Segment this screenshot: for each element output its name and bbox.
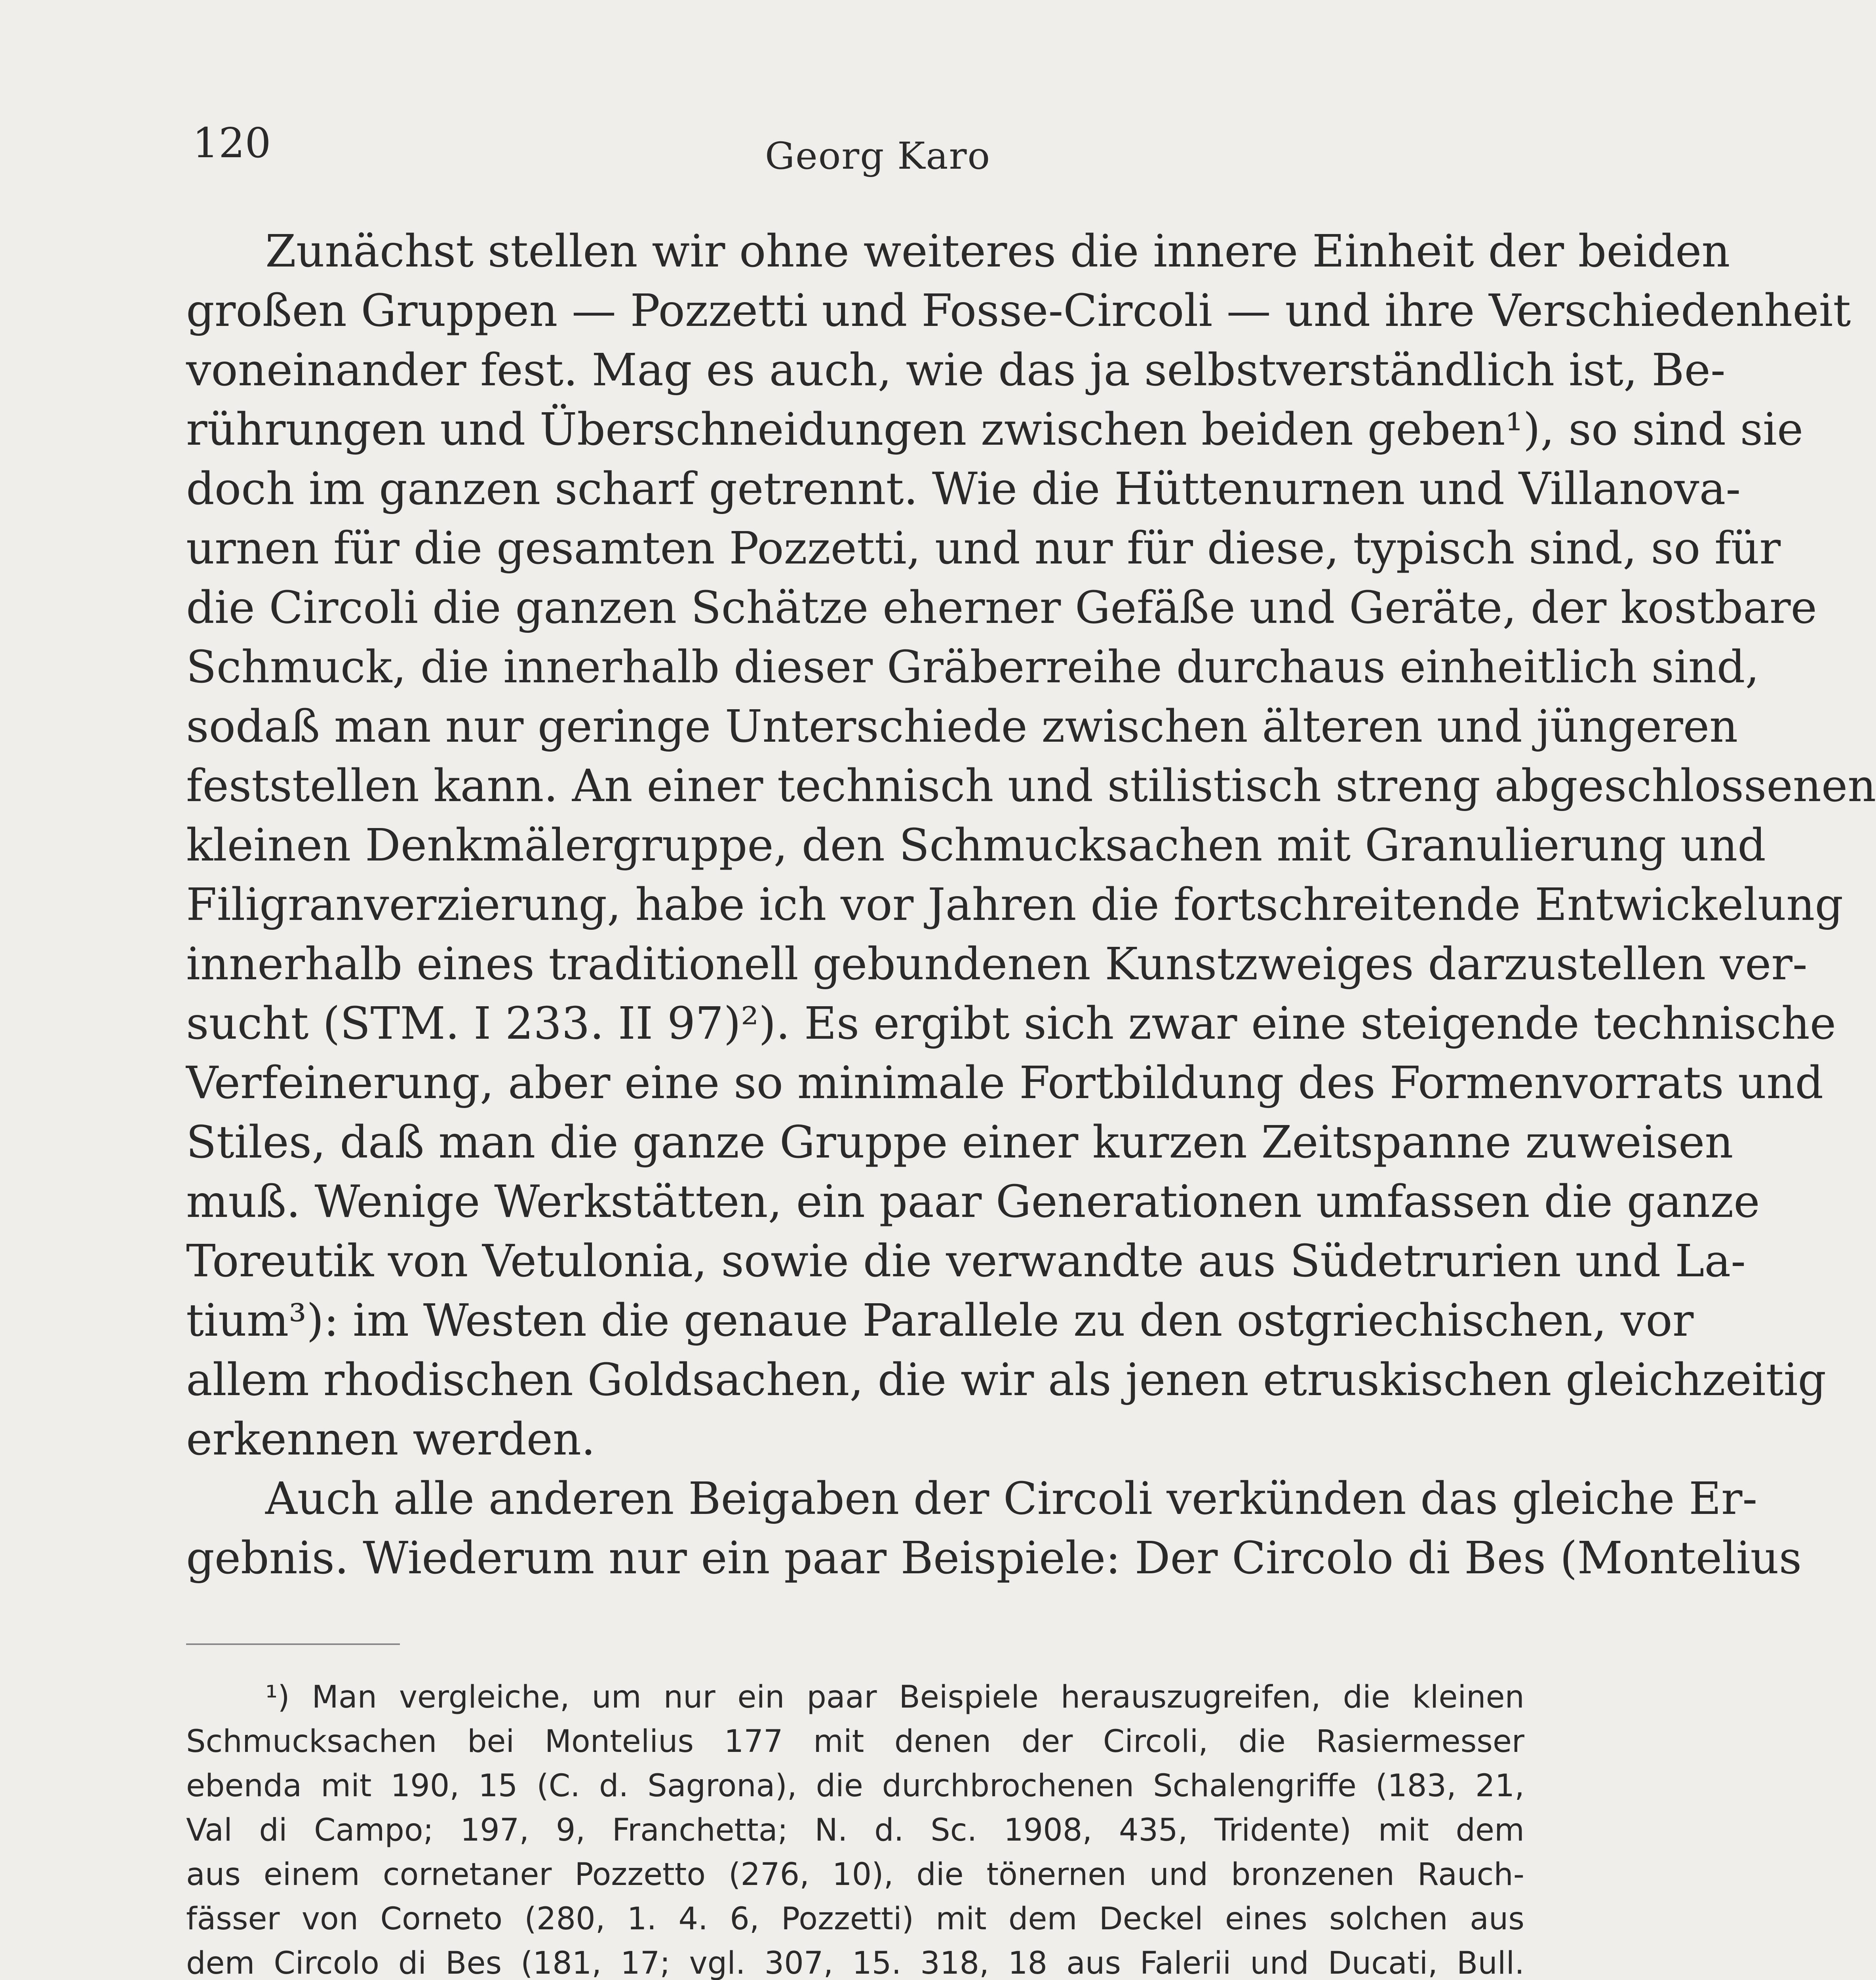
body-line: innerhalb eines traditionell gebundenen Kunstzweiges darzustellen ver-	[186, 939, 1808, 990]
body-line: gebnis. Wiederum nur ein paar Beispiele: Der Circolo di Bes (Montelius	[186, 1533, 1802, 1584]
body-line: allem rhodischen Goldsachen, die wir als jenen etruskischen gleichzeitig	[186, 1354, 1827, 1406]
body-line: doch im ganzen scharf getrennt. Wie die Hüttenurnen und Villanova-	[186, 463, 1741, 515]
body-line: sucht (STM. I 233. II 97)²). Es ergibt sich zwar eine steigende technische	[186, 998, 1836, 1049]
body-line: Auch alle anderen Beigaben der Circoli verkünden das gleiche Er-	[265, 1473, 1758, 1525]
body-line: tium³): im Westen die genaue Parallele zu den ostgriechischen, vor	[186, 1295, 1694, 1346]
body-line: großen Gruppen — Pozzetti und Fosse-Circoli — und ihre Verschiedenheit	[186, 285, 1851, 337]
body-line: voneinander fest. Mag es auch, wie das ja selbstverständlich ist, Be-	[186, 345, 1726, 396]
body-line: urnen für die gesamten Pozzetti, und nur für diese, typisch sind, so für	[186, 523, 1781, 574]
body-line: feststellen kann. An einer technisch und stilistisch streng abgeschlossenen	[186, 760, 1876, 812]
footnote-rule	[186, 1643, 400, 1645]
body-line: Verfeinerung, aber eine so minimale Fortbildung des Formenvorrats und	[186, 1057, 1824, 1109]
body-line: Filigranverzierung, habe ich vor Jahren die fortschreitende Entwickelung	[186, 879, 1844, 931]
footnote-line: Schmucksachen bei Montelius 177 mit denen der Circoli, die Rasiermesser	[186, 1724, 1524, 1759]
body-line: die Circoli die ganzen Schätze eherner Gefäße und Geräte, der kostbare	[186, 582, 1817, 634]
footnote-line: Val di Campo; 197, 9, Franchetta; N. d. Sc. 1908, 435, Tridente) mit dem	[186, 1812, 1524, 1848]
body-line: Toreutik von Vetulonia, sowie die verwandte aus Südetrurien und La-	[186, 1236, 1746, 1287]
body-line: muß. Wenige Werkstätten, ein paar Generationen umfassen die ganze	[186, 1176, 1760, 1228]
body-line: Zunächst stellen wir ohne weiteres die innere Einheit der beiden	[265, 226, 1730, 277]
running-head: Georg Karo	[765, 135, 991, 178]
footnote-line: fässer von Corneto (280, 1. 4. 6, Pozzetti) mit dem Deckel eines solchen aus	[186, 1901, 1524, 1937]
footnote-line: dem Circolo di Bes (181, 17; vgl. 307, 15. 318, 18 aus Falerii und Ducati, Bull.	[186, 1946, 1524, 1980]
footnote-line: ¹) Man vergleiche, um nur ein paar Beispiele herauszugreifen, die kleinen	[265, 1679, 1524, 1715]
body-line: sodaß man nur geringe Unterschiede zwischen älteren und jüngeren	[186, 701, 1738, 752]
body-line: rührungen und Überschneidungen zwischen beiden geben¹), so sind sie	[186, 404, 1804, 455]
body-line: Schmuck, die innerhalb dieser Gräberreihe durchaus einheitlich sind,	[186, 642, 1760, 693]
footnote-line: ebenda mit 190, 15 (C. d. Sagrona), die durchbrochenen Schalengriffe (183, 21,	[186, 1768, 1524, 1804]
body-line: erkennen werden.	[186, 1414, 596, 1465]
body-line: Stiles, daß man die ganze Gruppe einer kurzen Zeitspanne zuweisen	[186, 1117, 1733, 1168]
footnote-line: aus einem cornetaner Pozzetto (276, 10), die tönernen und bronzenen Rauch-	[186, 1857, 1524, 1892]
body-line: kleinen Denkmälergruppe, den Schmucksachen mit Granulierung und	[186, 820, 1766, 871]
page-number: 120	[192, 119, 271, 167]
